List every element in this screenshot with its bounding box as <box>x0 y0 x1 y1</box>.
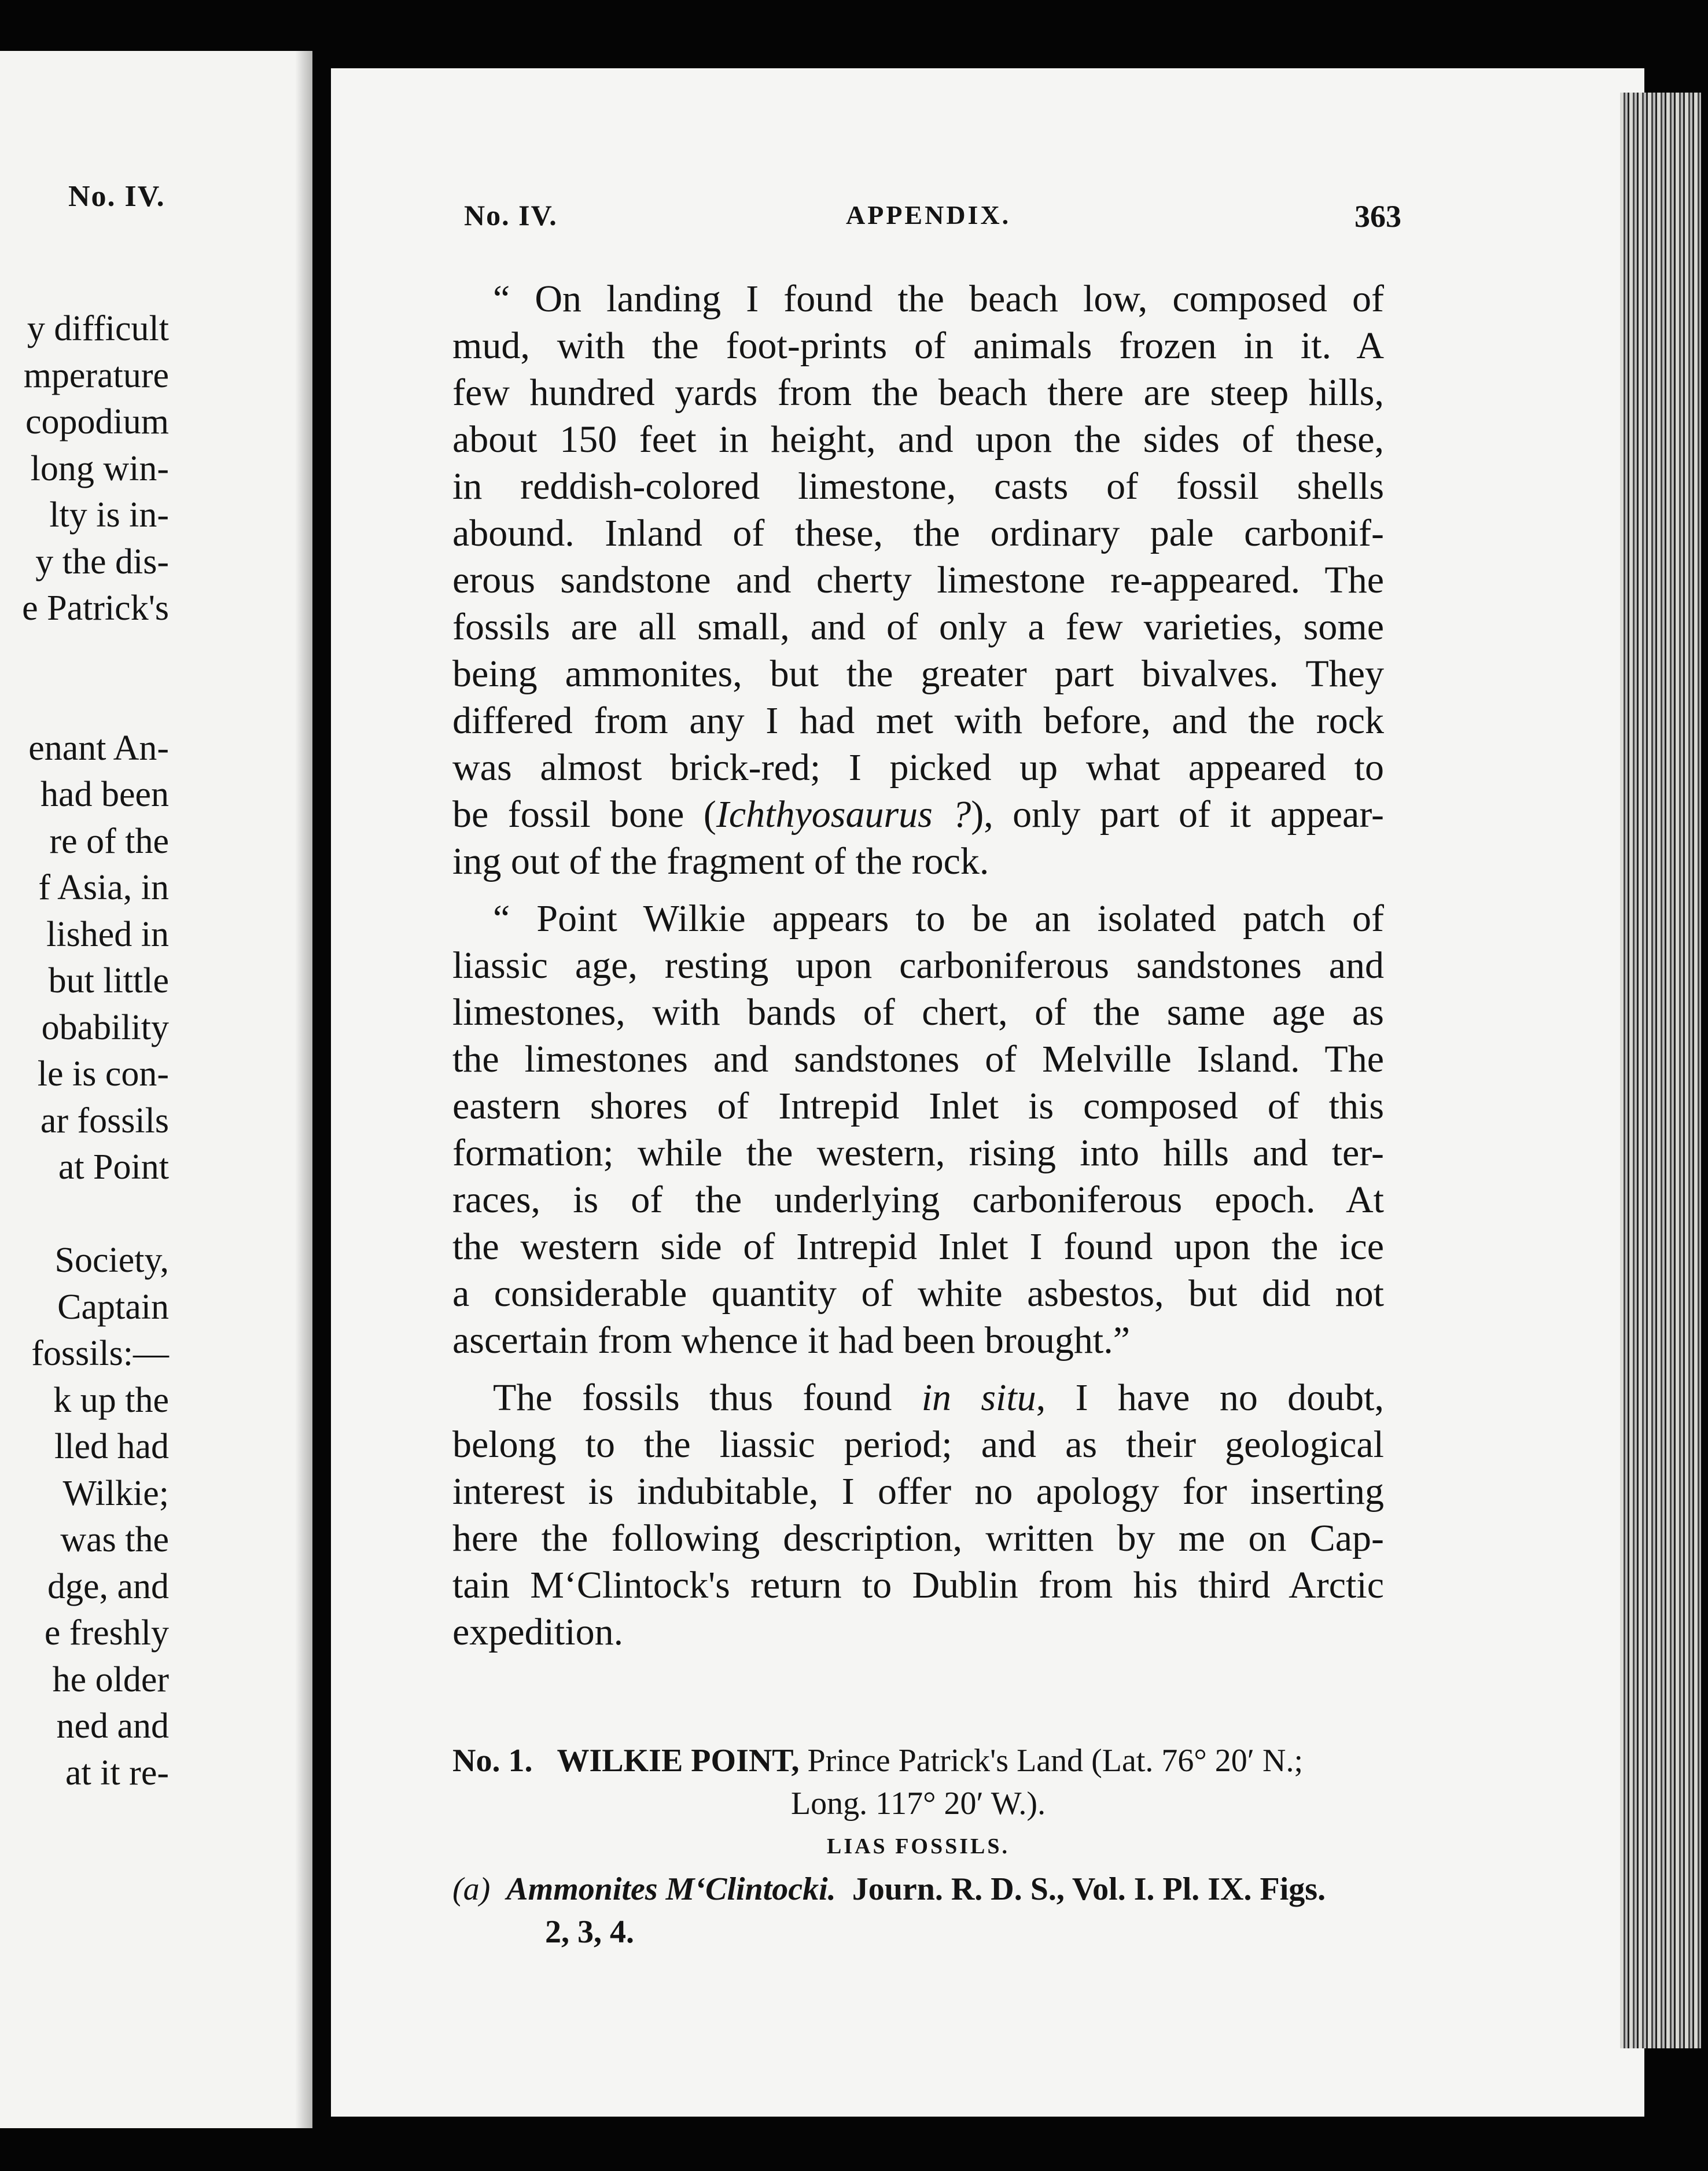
text-line: liassic age, resting upon carboniferous sandstones and <box>452 944 1384 987</box>
item-label: (a) <box>452 1871 491 1907</box>
specimen-item <box>452 1868 1384 1911</box>
left-text-line: f Asia, in <box>38 868 169 907</box>
text-line: erous sandstone and cherty limestone re-appeared. The <box>452 559 1384 601</box>
left-text-line: Society, <box>54 1241 169 1280</box>
paragraph-2 <box>452 895 1384 1364</box>
page-edges <box>1620 93 1701 2048</box>
item-figures: 2, 3, 4. <box>545 1914 634 1950</box>
specimen-heading <box>452 1739 1384 1782</box>
text-fragment: The fossils thus found <box>493 1377 922 1419</box>
text-line: races, is of the underlying carboniferous epoch. At <box>452 1179 1384 1221</box>
left-text-line: he older <box>52 1659 169 1699</box>
left-text-line: lished in <box>46 914 169 954</box>
text-line: “ On landing I found the beach low, composed of <box>493 278 1384 320</box>
item-name: Ammonites M‘Clintocki. <box>506 1871 836 1907</box>
left-text-line: enant An- <box>28 728 169 768</box>
text-line: the limestones and sandstones of Melville Island. The <box>452 1038 1384 1080</box>
text-line: few hundred yards from the beach there are steep hills, <box>452 371 1384 414</box>
text-line: ing out of the fragment of the rock. <box>452 840 989 882</box>
main-page <box>331 68 1644 2117</box>
text-line <box>452 1374 1384 1421</box>
text-line: interest is indubitable, I offer no apology for inserting <box>452 1470 1384 1513</box>
left-facing-page <box>0 51 312 2128</box>
left-text-line: at Point <box>58 1147 169 1187</box>
paragraph-1 <box>452 275 1384 885</box>
text-fragment: be fossil bone ( <box>452 793 716 836</box>
running-head-section: No. IV. <box>464 199 558 231</box>
left-text-line: long win- <box>30 448 169 488</box>
gutter-shadow <box>295 51 312 2128</box>
specimen-longitude: Long. 117° 20′ W.). <box>790 1786 1046 1822</box>
left-text-line: fossils:— <box>31 1334 169 1373</box>
item-reference: Journ. R. D. S., Vol. I. Pl. IX. Figs. <box>852 1871 1326 1907</box>
left-text-line: le is con- <box>37 1054 169 1094</box>
left-text-line: but little <box>48 961 169 1000</box>
text-line: eastern shores of Intrepid Inlet is composed of this <box>452 1085 1384 1127</box>
text-line <box>452 791 1384 838</box>
paragraph-3 <box>452 1374 1384 1655</box>
specimen-locality-detail: Prince Patrick's Land (Lat. 76° 20′ N.; <box>807 1743 1304 1779</box>
left-text-line: ned and <box>56 1706 169 1746</box>
text-line: ascertain from whence it had been brought.” <box>452 1319 1131 1362</box>
text-line: formation; while the western, rising into hills and ter- <box>452 1132 1384 1174</box>
left-text-line: Captain <box>57 1287 169 1327</box>
text-line: a considerable quantity of white asbestos, but did not <box>452 1272 1384 1315</box>
text-line: being ammonites, but the greater part bivalves. They <box>452 653 1384 695</box>
text-fragment: , I have no doubt, <box>1036 1377 1384 1419</box>
text-line: the western side of Intrepid Inlet I found upon the ice <box>452 1226 1384 1268</box>
left-page-header: No. IV. <box>68 180 165 213</box>
text-line: fossils are all small, and of only a few varieties, some <box>452 606 1384 648</box>
text-line: about 150 feet in height, and upon the sides of these, <box>452 418 1384 461</box>
left-text-line: dge, and <box>47 1566 169 1606</box>
left-text-line: mperature <box>23 355 169 395</box>
text-line: “ Point Wilkie appears to be an isolated patch of <box>493 897 1384 940</box>
text-line: mud, with the foot-prints of animals frozen in it. A <box>452 325 1384 367</box>
left-text-line: at it re- <box>65 1753 169 1793</box>
specimen-number: No. 1. <box>452 1743 533 1779</box>
left-text-line: Wilkie; <box>62 1473 169 1513</box>
text-line: limestones, with bands of chert, of the same age as <box>452 991 1384 1033</box>
left-text-line: k up the <box>53 1380 169 1420</box>
italic-phrase: in situ <box>921 1377 1036 1419</box>
left-text-line: e freshly <box>44 1613 169 1653</box>
text-line: belong to the liassic period; and as their geological <box>452 1423 1384 1466</box>
left-text-line: copodium <box>25 402 169 441</box>
italic-taxon: Ichthyosaurus ? <box>716 793 971 836</box>
left-text-line: obability <box>41 1007 169 1047</box>
page-number: 363 <box>1354 199 1401 234</box>
body-text <box>452 275 1384 1655</box>
text-line: in reddish-colored limestone, casts of fossil shells <box>452 465 1384 507</box>
specimen-locality: WILKIE POINT, <box>557 1743 800 1779</box>
left-text-line: was the <box>60 1520 169 1559</box>
section-title: LIAS FOSSILS. <box>826 1834 1010 1859</box>
running-head-title: APPENDIX. <box>846 200 1011 230</box>
running-head <box>464 198 1401 245</box>
left-text-line: y the dis- <box>35 542 169 582</box>
text-line: abound. Inland of these, the ordinary pale carbonif- <box>452 512 1384 554</box>
text-line: tain M‘Clintock's return to Dublin from his third Arctic <box>452 1564 1384 1606</box>
text-line: here the following description, written by me on Cap- <box>452 1517 1384 1559</box>
text-fragment: ), only part of it appear- <box>971 793 1384 836</box>
text-line: expedition. <box>452 1611 624 1653</box>
left-text-line: ar fossils <box>40 1101 169 1140</box>
left-text-line: lled had <box>54 1427 169 1466</box>
text-line: was almost brick-red; I picked up what appeared to <box>452 746 1384 789</box>
left-text-line: lty is in- <box>49 495 169 535</box>
left-text-line: re of the <box>49 821 169 861</box>
left-text-line: y difficult <box>27 309 169 348</box>
left-text-line: had been <box>40 775 169 814</box>
specimen-entry <box>452 1739 1384 1953</box>
left-text-line: e Patrick's <box>22 588 169 628</box>
text-line: differed from any I had met with before, and the rock <box>452 700 1384 742</box>
